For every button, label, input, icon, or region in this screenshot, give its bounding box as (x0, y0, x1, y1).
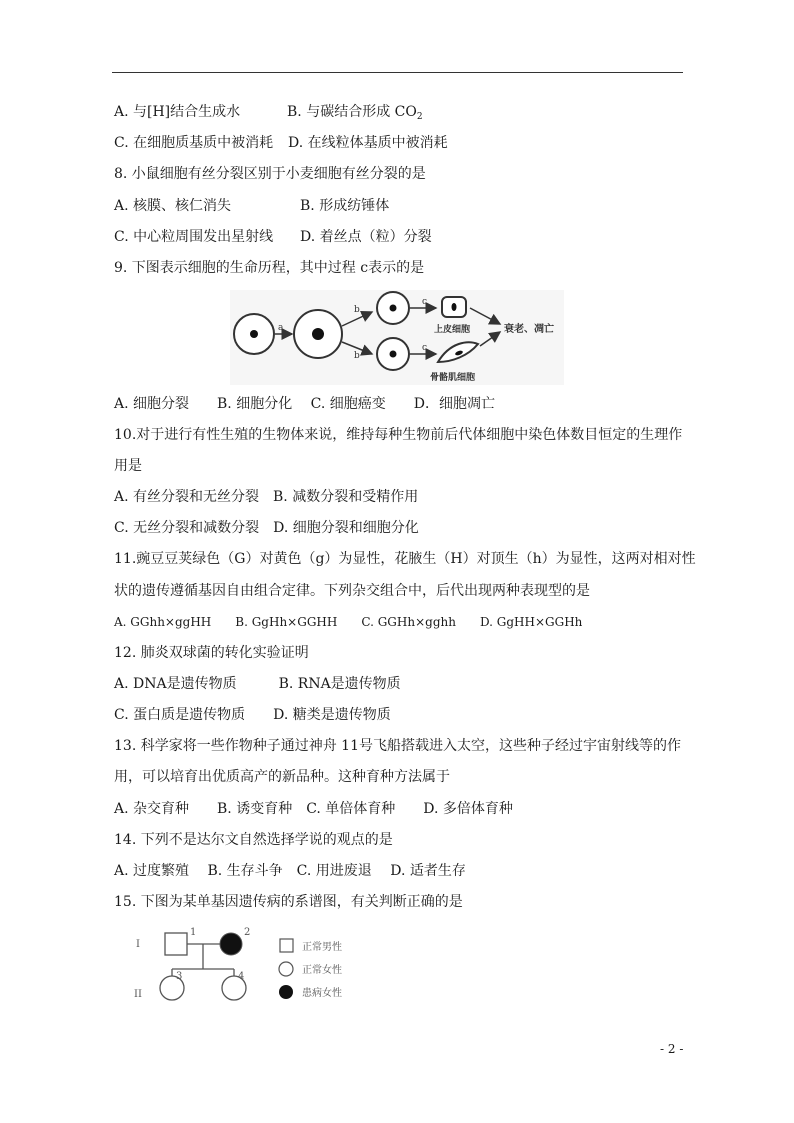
pedigree-chart (130, 925, 370, 1015)
q13-stem-line2: 用，可以培育出优质高产的新品种。这种育种方法属于 (114, 769, 450, 785)
q12-stem: 12. 肺炎双球菌的转化实验证明 (114, 645, 309, 661)
q13-options: A. 杂交育种 B. 诱变育种 C. 单倍体育种 D. 多倍体育种 (114, 801, 513, 817)
daughter-cell-upper-nucleus (390, 305, 397, 312)
q10-options-cd: C. 无丝分裂和减数分裂 D. 细胞分裂和细胞分化 (114, 520, 419, 536)
q10-stem-line2: 用是 (114, 458, 142, 474)
label-b-down: b (354, 351, 360, 361)
q8-stem: 8. 小鼠细胞有丝分裂区别于小麦细胞有丝分裂的是 (114, 166, 426, 182)
legend-affected-icon (279, 985, 293, 999)
epithelial-cell-nucleus (452, 303, 457, 311)
q10-stem-line1: 10.对于进行有性生殖的生物体来说，维持每种生物前后代体细胞中染色体数目恒定的生理作 (114, 427, 683, 443)
individual-4-number: 4 (238, 971, 245, 982)
q9-stem: 9. 下图表示细胞的生命历程，其中过程 c表示的是 (114, 260, 425, 276)
legend-affected-text: 患病女性 (302, 988, 342, 999)
stem-cell-nucleus (250, 330, 258, 338)
grown-cell-nucleus (312, 328, 324, 340)
q12-options-ab: A. DNA是遗传物质 B. RNA是遗传物质 (114, 676, 401, 692)
normal-male-1 (165, 933, 187, 955)
q14-stem: 14. 下列不是达尔文自然选择学说的观点的是 (114, 832, 393, 848)
individual-2-number: 2 (244, 927, 251, 938)
senescence-label: 衰老、凋亡 (504, 324, 554, 335)
legend-female-text: 正常女性 (302, 965, 342, 976)
label-b-up: b (354, 305, 360, 315)
legend-female-icon (279, 962, 293, 976)
generation-2-label: II (134, 989, 142, 1000)
q10-options-ab: A. 有丝分裂和无丝分裂 B. 减数分裂和受精作用 (114, 489, 419, 505)
q7-option-a: A. 与[H]结合生成水 (114, 104, 241, 120)
label-c-down: c (422, 343, 428, 353)
q9-options: A. 细胞分裂 B. 细胞分化 C. 细胞癌变 D．细胞凋亡 (114, 396, 495, 412)
legend-male-icon (280, 939, 293, 952)
q8-option-c: C. 中心粒周围发出星射线 (114, 229, 274, 245)
epithelial-cell-label: 上皮细胞 (434, 325, 471, 335)
label-c-up: c (422, 297, 428, 307)
q11-options: A. GGhh×ggHH B. GgHh×GGHH C. GGHh×gghh D. GgHH×GGHh (114, 615, 583, 629)
individual-1-number: 1 (190, 927, 197, 938)
page-number: - 2 - (660, 1042, 684, 1056)
individual-3-number: 3 (176, 971, 183, 982)
muscle-cell-label: 骨骼肌细胞 (430, 373, 476, 383)
cell-life-cycle-diagram (230, 290, 564, 385)
q7-option-c: C. 在细胞质基质中被消耗 (114, 135, 274, 151)
q7-option-d: D. 在线粒体基质中被消耗 (288, 135, 448, 151)
q11-stem-line2: 状的遗传遵循基因自由组合定律。下列杂交组合中，后代出现两种表现型的是 (114, 583, 590, 599)
q8-option-b: B. 形成纺锤体 (300, 198, 390, 214)
q11-stem-line1: 11.豌豆豆荚绿色（G）对黄色（g）为显性，花腋生（H）对顶生（h）为显性，这两对相对性 (114, 551, 696, 567)
label-a: a (278, 323, 284, 333)
q15-stem: 15. 下图为某单基因遗传病的系谱图，有关判断正确的是 (114, 894, 463, 910)
generation-1-label: I (136, 939, 140, 950)
q8-option-d: D. 着丝点（粒）分裂 (300, 229, 432, 245)
q13-stem-line1: 13. 科学家将一些作物种子通过神舟 11号飞船搭载进入太空，这些种子经过宇宙射线等的作 (114, 738, 681, 754)
daughter-cell-lower-nucleus (390, 351, 397, 358)
q14-options: A. 过度繁殖 B. 生存斗争 C. 用进废退 D. 适者生存 (114, 863, 466, 879)
header-rule (112, 72, 683, 73)
legend-male-text: 正常男性 (302, 942, 342, 953)
q8-option-a: A. 核膜、核仁消失 (114, 198, 232, 214)
q12-options-cd: C. 蛋白质是遗传物质 D. 糖类是遗传物质 (114, 707, 391, 723)
q7-option-b: B. 与碳结合形成 $CO_2$ (287, 104, 423, 122)
affected-female-2 (220, 933, 242, 955)
